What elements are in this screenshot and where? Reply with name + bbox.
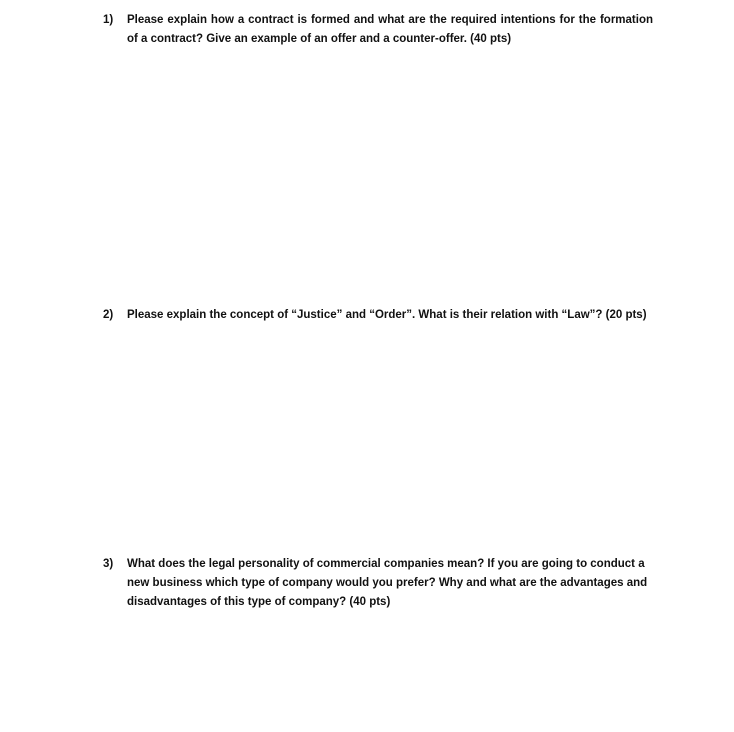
- question-3: [103, 555, 653, 612]
- question-2: [103, 306, 653, 325]
- question-1-text: Please explain how a contract is formed and what are the required intentions for the formation of a contract? Give an example of an offer and a counter-offer. (40 pts): [127, 14, 653, 45]
- question-2-number: 2): [103, 309, 114, 321]
- question-1-number: 1): [103, 14, 114, 26]
- question-3-text: What does the legal personality of commercial companies mean? If you are going to conduct a new business which type of company would you prefer? Why and what are the advantages and disadvantages of this type of company? (40 pts): [127, 558, 648, 608]
- question-3-number: 3): [103, 558, 114, 570]
- question-1: [103, 11, 653, 49]
- question-2-text: Please explain the concept of “Justice” and “Order”. What is their relation with “Law”? (20 pts): [127, 309, 647, 321]
